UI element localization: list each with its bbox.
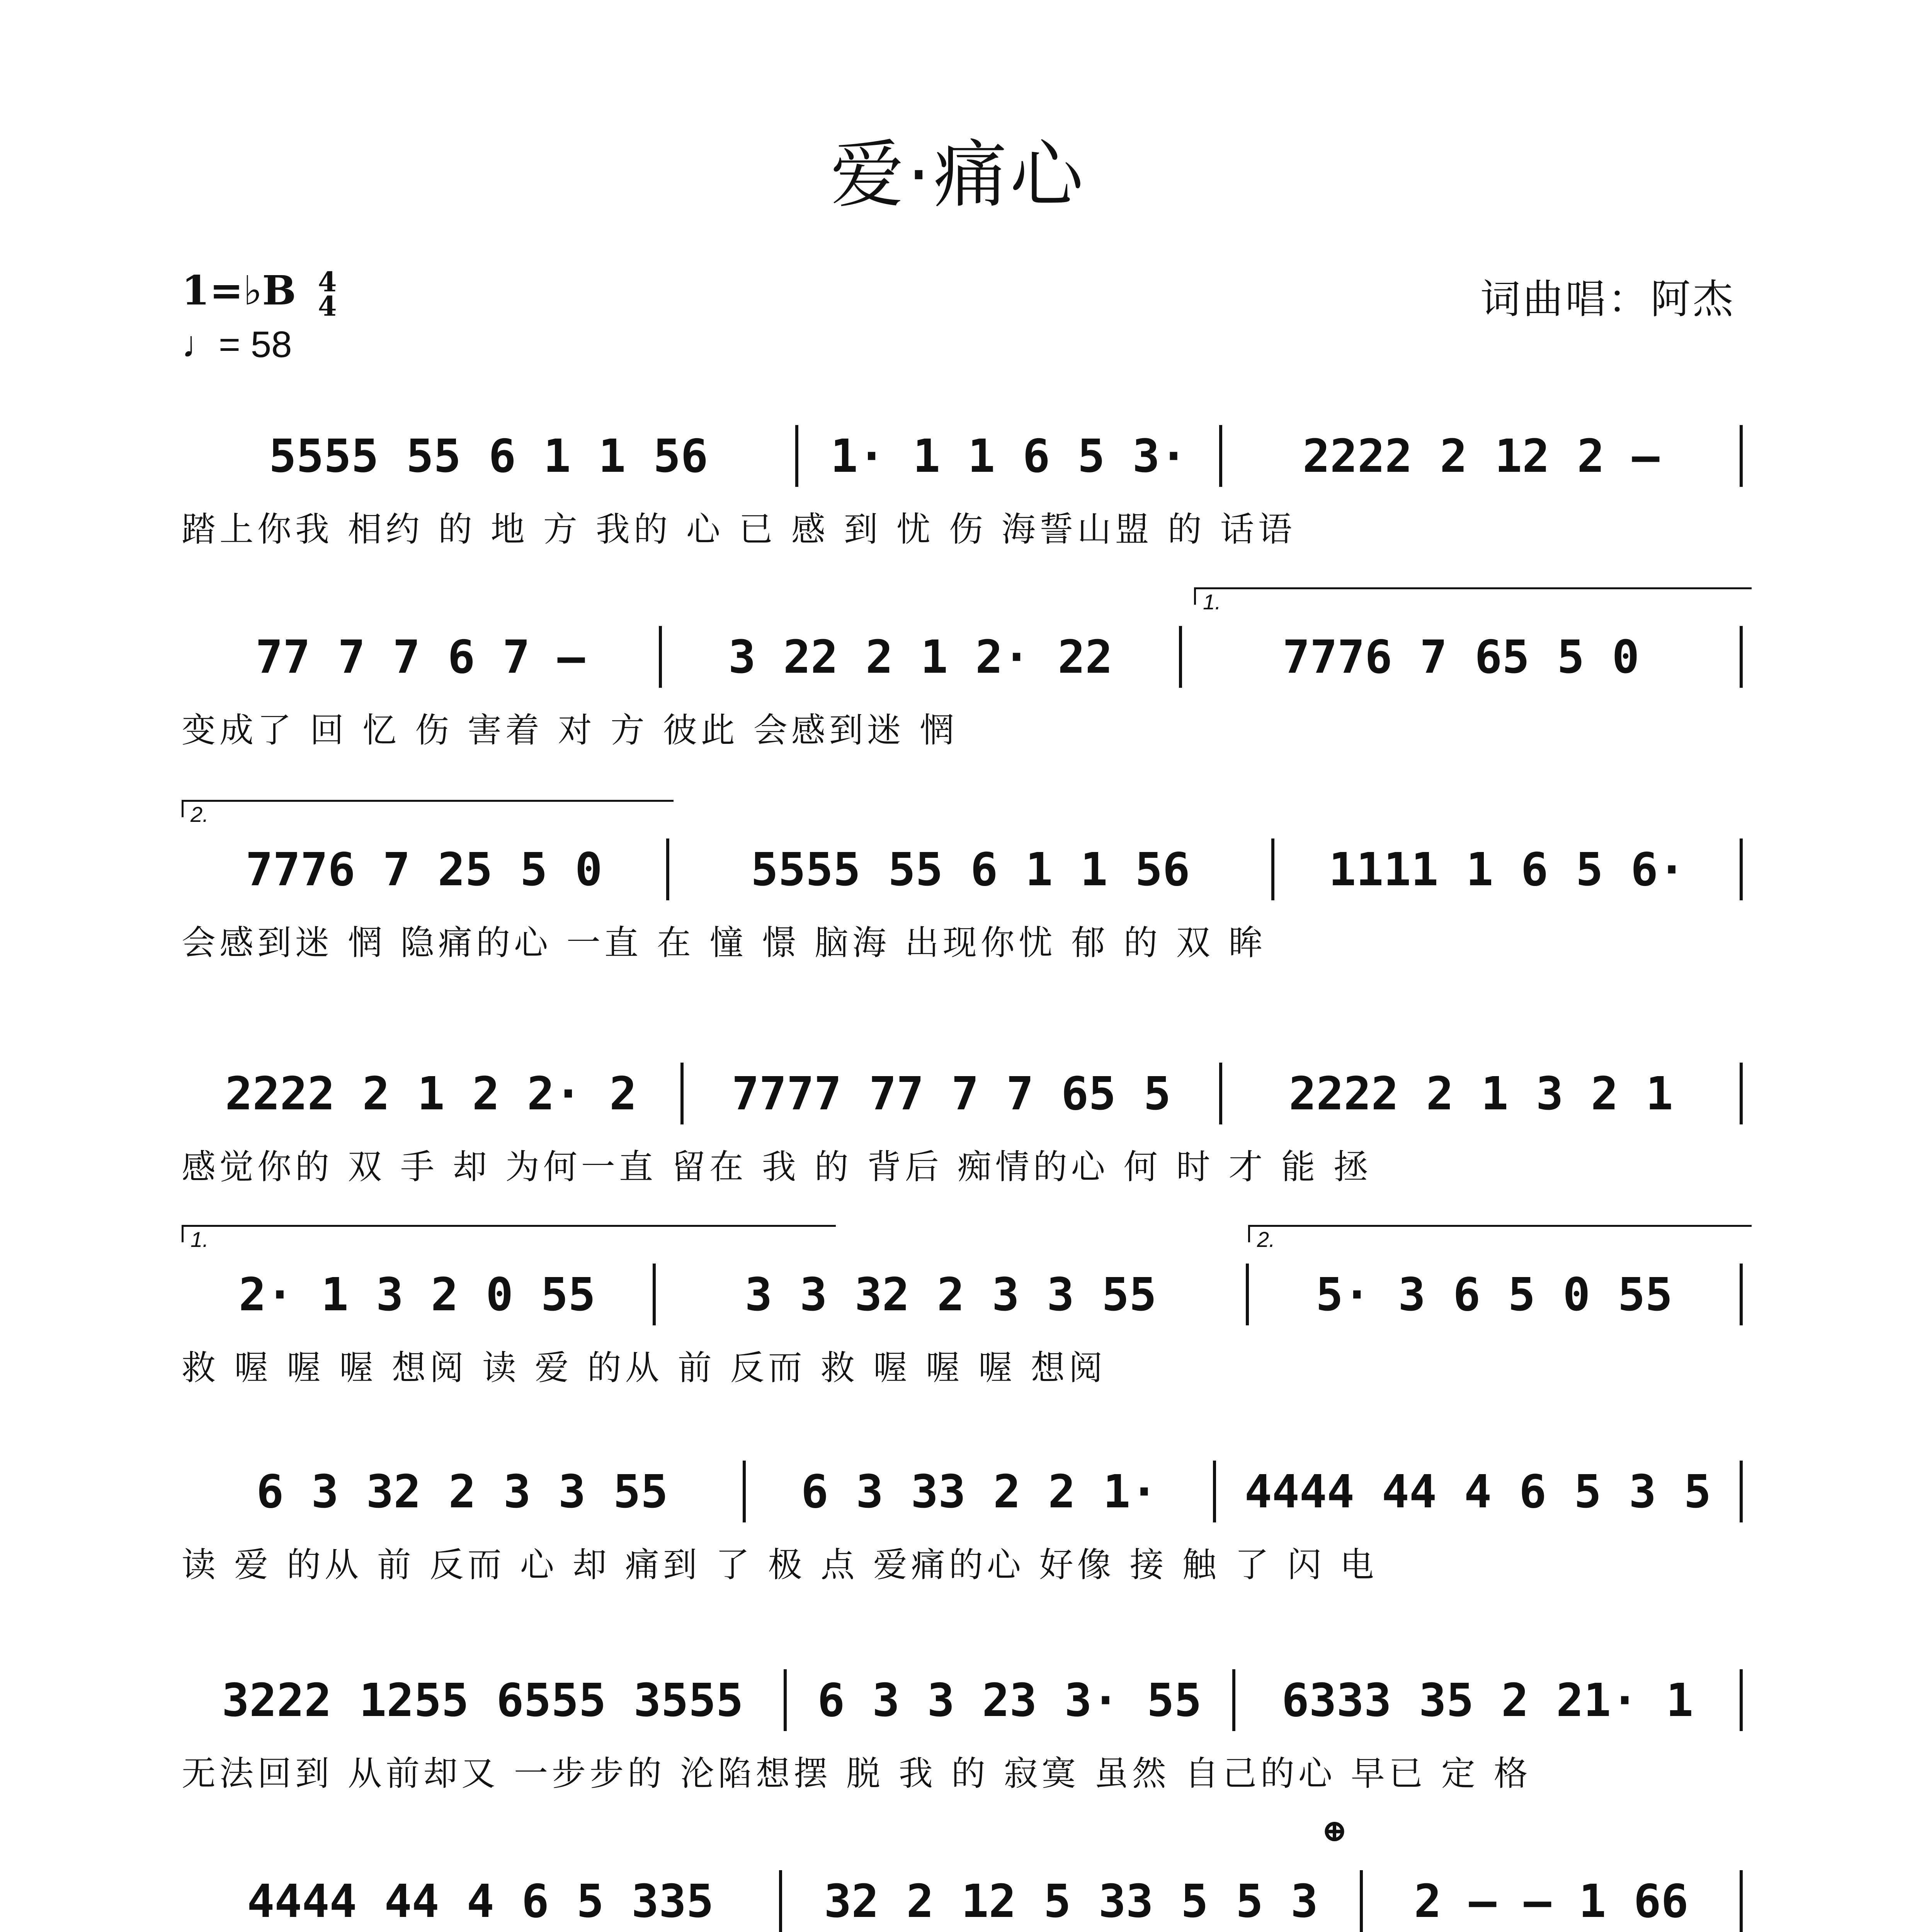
- credits: 词曲唱：阿杰: [1480, 276, 1735, 323]
- measure: 3 3 32 2 3 3 55: [656, 1264, 1249, 1325]
- measure: 1· 1 1 6 5 3·: [798, 425, 1222, 487]
- measure: 7776 7 25 5 0: [182, 838, 669, 900]
- measure: 6 3 3 23 3· 55: [787, 1669, 1235, 1731]
- volta-bracket-2: 2.: [182, 800, 674, 817]
- notes-row: [182, 1461, 1743, 1522]
- song-title: 爱·痛心: [830, 132, 1087, 218]
- measure: 1111 1 6 5 6·: [1274, 838, 1743, 900]
- volta-bracket-2: 2.: [1248, 1225, 1752, 1242]
- measure: 6333 35 2 21· 1: [1235, 1669, 1743, 1731]
- measure: 32 2 12 5 33 5 5 3: [782, 1870, 1363, 1932]
- measure: 2· 1 3 2 0 55: [182, 1264, 656, 1325]
- measure: 6 3 33 2 2 1·: [746, 1461, 1216, 1522]
- measure: 7777 77 7 7 65 5: [684, 1063, 1223, 1124]
- notes-row: [182, 1063, 1743, 1124]
- staff-system: [182, 1642, 1743, 1812]
- lyrics-line: 会感到迷 惘 隐痛的心 一直 在 憧 憬 脑海 出现你忧 郁 的 双 眸: [182, 923, 1267, 963]
- measure: 7776 7 65 5 0: [1182, 626, 1743, 688]
- staff-system: [182, 1434, 1743, 1604]
- coda-sign: ⊕: [1322, 1812, 1348, 1849]
- staff-system: [182, 1036, 1743, 1206]
- notes-row: [182, 838, 1743, 900]
- tempo-marking: ♩= 58: [182, 323, 292, 365]
- notes-row: [182, 1669, 1743, 1731]
- notes-row: [182, 1264, 1743, 1325]
- measure: 2222 2 1 3 2 1: [1222, 1063, 1743, 1124]
- staff-system: [182, 590, 1743, 769]
- staff-system: [182, 398, 1743, 568]
- volta-bracket-1: 1.: [1194, 587, 1752, 605]
- staff-system: [182, 1812, 1743, 1932]
- measure: 2222 2 12 2 –: [1222, 425, 1743, 487]
- key-signature-block: [182, 267, 337, 367]
- measure: 3 22 2 1 2· 22: [662, 626, 1182, 688]
- measure: 4444 44 4 6 5 335: [182, 1870, 782, 1932]
- measure: 5555 55 6 1 1 56: [182, 425, 798, 487]
- measure: 3222 1255 6555 3555: [182, 1669, 787, 1731]
- lyrics-line: 变成了 回 忆 伤 害着 对 方 彼此 会感到迷 惘: [182, 710, 958, 750]
- lyrics-line: 救 喔 喔 喔 想阅 读 爱 的从 前 反而 救 喔 喔 喔 想阅: [182, 1348, 1107, 1388]
- staff-system: [182, 1227, 1743, 1406]
- lyrics-line: 无法回到 从前却又 一步步的 沦陷想摆 脱 我 的 寂寞 虽然 自己的心 早已 定 格: [182, 1753, 1532, 1793]
- measure: 77 7 7 6 7 –: [182, 626, 662, 688]
- notes-row: [182, 626, 1743, 688]
- lyrics-line: 踏上你我 相约 的 地 方 我的 心 已 感 到 忧 伤 海誓山盟 的 话语: [182, 509, 1296, 549]
- measure: 5555 55 6 1 1 56: [669, 838, 1274, 900]
- volta-bracket-1: 1.: [182, 1225, 836, 1242]
- staff-system: [182, 802, 1743, 981]
- notes-row: [182, 1870, 1743, 1932]
- measure: 4444 44 4 6 5 3 5: [1216, 1461, 1743, 1522]
- measure: 2 – – 1 66: [1363, 1870, 1743, 1932]
- lyrics-line: 读 爱 的从 前 反而 心 却 痛到 了 极 点 爱痛的心 好像 接 触 了 闪 电: [182, 1545, 1378, 1585]
- measure: 2222 2 1 2 2· 2: [182, 1063, 684, 1124]
- measure: 6 3 32 2 3 3 55: [182, 1461, 746, 1522]
- time-signature: 4 4: [318, 265, 337, 322]
- notes-row: [182, 425, 1743, 487]
- key-signature: 1=♭B: [182, 267, 296, 314]
- lyrics-line: 感觉你的 双 手 却 为何一直 留在 我 的 背后 痴情的心 何 时 才 能 拯: [182, 1147, 1372, 1187]
- measure: 5· 3 6 5 0 55: [1249, 1264, 1743, 1325]
